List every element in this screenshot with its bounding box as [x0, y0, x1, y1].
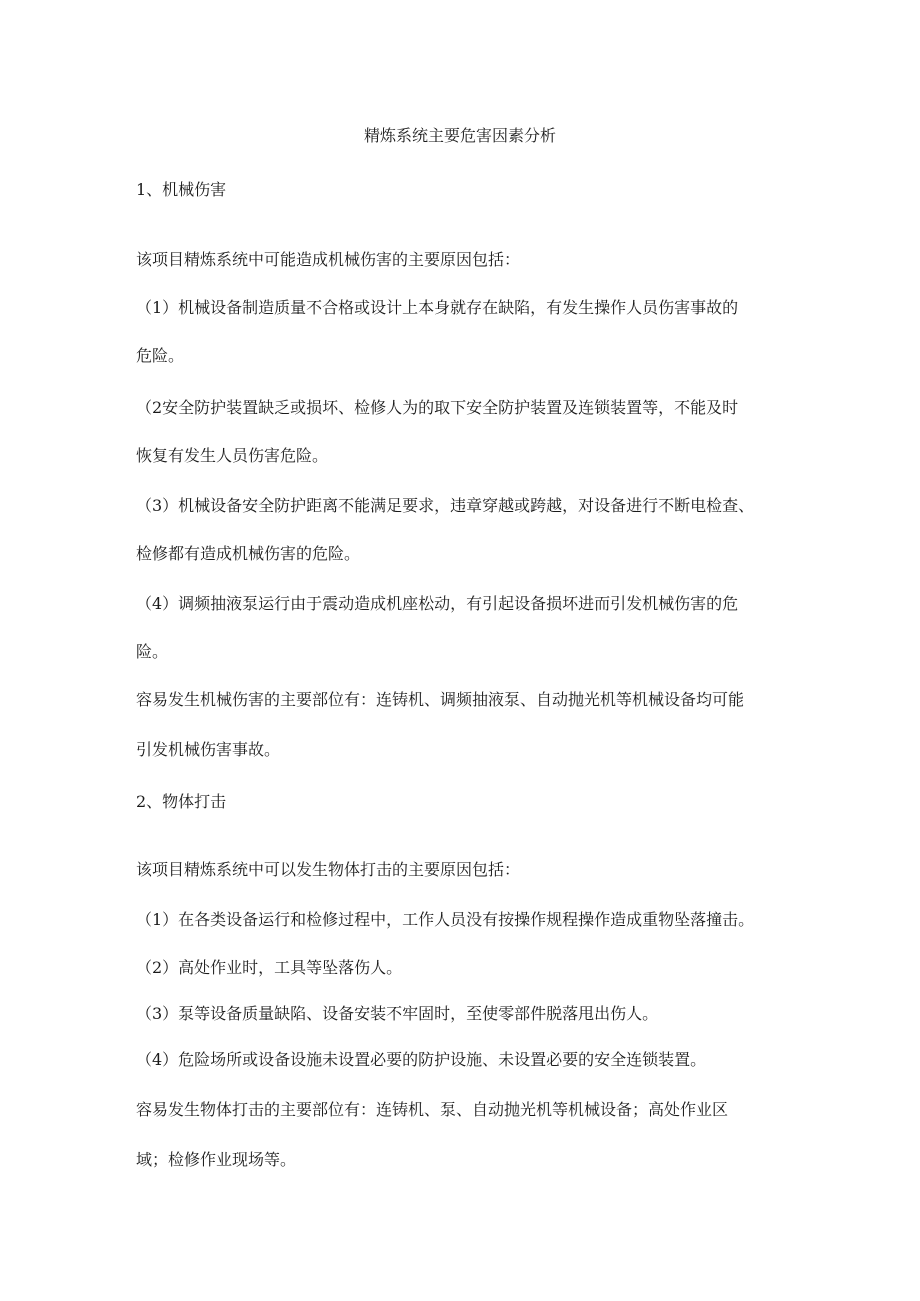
section-heading-mechanical-injury: 1、机械伤害 — [136, 180, 227, 199]
section1-item4-line1: （4）调频抽液泵运行由于震动造成机座松动，有引起设备损坏进而引发机械伤害的危 — [136, 594, 739, 613]
section1-item2-line2: 恢复有发生人员伤害危险。 — [136, 446, 329, 465]
section1-item2-line1: （2安全防护装置缺乏或损坏、检修人为的取下安全防护装置及连锁装置等，不能及时 — [136, 398, 739, 417]
section1-item1-line2: 危险。 — [136, 346, 185, 365]
section2-item4: （4）危险场所或设备设施未设置必要的防护设施、未设置必要的安全连锁装置。 — [136, 1050, 707, 1069]
section2-item1: （1）在各类设备运行和检修过程中，工作人员没有按操作规程操作造成重物坠落撞击。 — [136, 910, 755, 929]
section2-intro: 该项目精炼系统中可以发生物体打击的主要原因包括： — [136, 860, 521, 879]
section1-item3-line1: （3）机械设备安全防护距离不能满足要求，违章穿越或跨越，对设备进行不断电检查、 — [136, 496, 755, 515]
section1-item4-line2: 险。 — [136, 642, 169, 661]
section1-item1-line1: （1）机械设备制造质量不合格或设计上本身就存在缺陷，有发生操作人员伤害事故的 — [136, 298, 739, 317]
section1-summary-line2: 引发机械伤害事故。 — [136, 740, 281, 759]
section2-summary-line1: 容易发生物体打击的主要部位有：连铸机、泵、自动抛光机等机械设备；高处作业区 — [136, 1100, 729, 1119]
section2-summary-line2: 域；检修作业现场等。 — [136, 1150, 297, 1169]
section1-intro: 该项目精炼系统中可能造成机械伤害的主要原因包括： — [136, 250, 521, 269]
section2-item3: （3）泵等设备质量缺陷、设备安装不牢固时，至使零部件脱落甩出伤人。 — [136, 1004, 659, 1023]
section2-item2: （2）高处作业时，工具等坠落伤人。 — [136, 958, 403, 977]
document-title: 精炼系统主要危害因素分析 — [363, 126, 556, 145]
section1-summary-line1: 容易发生机械伤害的主要部位有：连铸机、调频抽液泵、自动抛光机等机械设备均可能 — [136, 690, 745, 709]
section-heading-object-strike: 2、物体打击 — [136, 792, 227, 811]
section1-item3-line2: 检修都有造成机械伤害的危险。 — [136, 544, 361, 563]
